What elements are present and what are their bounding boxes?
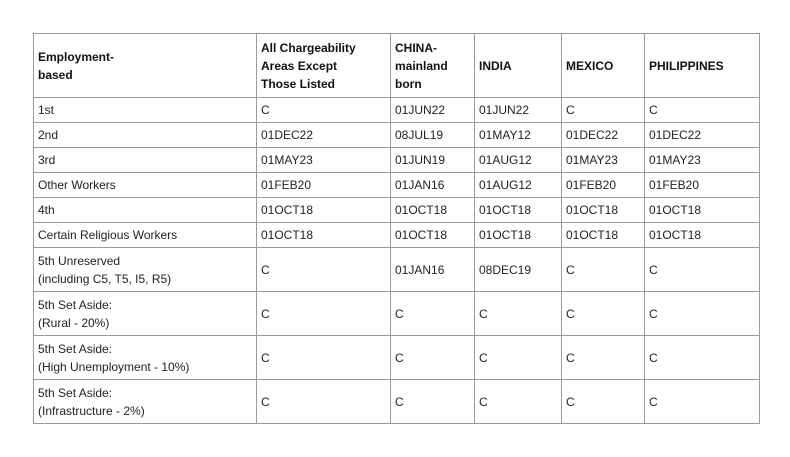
date-cell: 01AUG12 xyxy=(475,173,562,198)
date-cell: 01OCT18 xyxy=(391,223,475,248)
table-row xyxy=(34,248,760,292)
table-row xyxy=(34,380,760,424)
date-cell: 01MAY23 xyxy=(562,148,645,173)
date-cell: 01DEC22 xyxy=(562,123,645,148)
row-category-cell: 1st xyxy=(34,98,257,123)
table-row xyxy=(34,292,760,336)
table-row xyxy=(34,198,760,223)
date-cell: 01MAY23 xyxy=(645,148,760,173)
date-cell: 01FEB20 xyxy=(645,173,760,198)
row-category-cell: Other Workers xyxy=(34,173,257,198)
date-cell: 01OCT18 xyxy=(645,223,760,248)
date-cell: 01JUN22 xyxy=(475,98,562,123)
date-cell: C xyxy=(645,292,760,336)
date-cell: 01OCT18 xyxy=(391,198,475,223)
row-category-cell: Certain Religious Workers xyxy=(34,223,257,248)
header-china: CHINA- mainland born xyxy=(391,34,475,98)
date-cell: 08JUL19 xyxy=(391,123,475,148)
date-cell: 01OCT18 xyxy=(475,223,562,248)
visa-bulletin-table-container xyxy=(33,33,759,424)
date-cell: C xyxy=(475,336,562,380)
row-category-cell: 5th Set Aside: (Rural - 20%) xyxy=(34,292,257,336)
row-category-cell: 5th Set Aside: (High Unemployment - 10%) xyxy=(34,336,257,380)
date-cell: 01MAY12 xyxy=(475,123,562,148)
date-cell: 01JUN19 xyxy=(391,148,475,173)
date-cell: 01OCT18 xyxy=(562,223,645,248)
date-cell: C xyxy=(562,98,645,123)
date-cell: 01AUG12 xyxy=(475,148,562,173)
date-cell: C xyxy=(391,380,475,424)
date-cell: 01DEC22 xyxy=(645,123,760,148)
date-cell: 01FEB20 xyxy=(257,173,391,198)
header-mexico: MEXICO xyxy=(562,34,645,98)
date-cell: 01OCT18 xyxy=(645,198,760,223)
row-category-cell: 3rd xyxy=(34,148,257,173)
date-cell: 01MAY23 xyxy=(257,148,391,173)
date-cell: C xyxy=(645,98,760,123)
date-cell: C xyxy=(645,248,760,292)
table-header-row xyxy=(34,34,760,98)
date-cell: C xyxy=(257,98,391,123)
date-cell: 01DEC22 xyxy=(257,123,391,148)
date-cell: C xyxy=(475,292,562,336)
date-cell: 01JUN22 xyxy=(391,98,475,123)
header-india: INDIA xyxy=(475,34,562,98)
date-cell: 01OCT18 xyxy=(475,198,562,223)
header-all-chargeability: All Chargeability Areas Except Those Listed xyxy=(257,34,391,98)
row-category-cell: 5th Unreserved (including C5, T5, I5, R5) xyxy=(34,248,257,292)
date-cell: C xyxy=(562,336,645,380)
row-category-cell: 5th Set Aside: (Infrastructure - 2%) xyxy=(34,380,257,424)
date-cell: C xyxy=(391,292,475,336)
row-category-cell: 2nd xyxy=(34,123,257,148)
header-employment-based: Employment- based xyxy=(34,34,257,98)
date-cell: 01OCT18 xyxy=(257,223,391,248)
table-row xyxy=(34,98,760,123)
date-cell: C xyxy=(562,292,645,336)
date-cell: 01OCT18 xyxy=(562,198,645,223)
table-row xyxy=(34,223,760,248)
table-row xyxy=(34,336,760,380)
date-cell: 08DEC19 xyxy=(475,248,562,292)
date-cell: C xyxy=(645,336,760,380)
date-cell: C xyxy=(257,292,391,336)
visa-bulletin-table xyxy=(33,33,760,424)
date-cell: C xyxy=(645,380,760,424)
date-cell: C xyxy=(562,248,645,292)
date-cell: 01FEB20 xyxy=(562,173,645,198)
date-cell: C xyxy=(257,380,391,424)
table-row xyxy=(34,173,760,198)
date-cell: C xyxy=(257,248,391,292)
date-cell: C xyxy=(391,336,475,380)
table-row xyxy=(34,148,760,173)
date-cell: C xyxy=(257,336,391,380)
row-category-cell: 4th xyxy=(34,198,257,223)
date-cell: 01JAN16 xyxy=(391,248,475,292)
date-cell: 01OCT18 xyxy=(257,198,391,223)
date-cell: C xyxy=(475,380,562,424)
date-cell: 01JAN16 xyxy=(391,173,475,198)
table-row xyxy=(34,123,760,148)
header-philippines: PHILIPPINES xyxy=(645,34,760,98)
date-cell: C xyxy=(562,380,645,424)
